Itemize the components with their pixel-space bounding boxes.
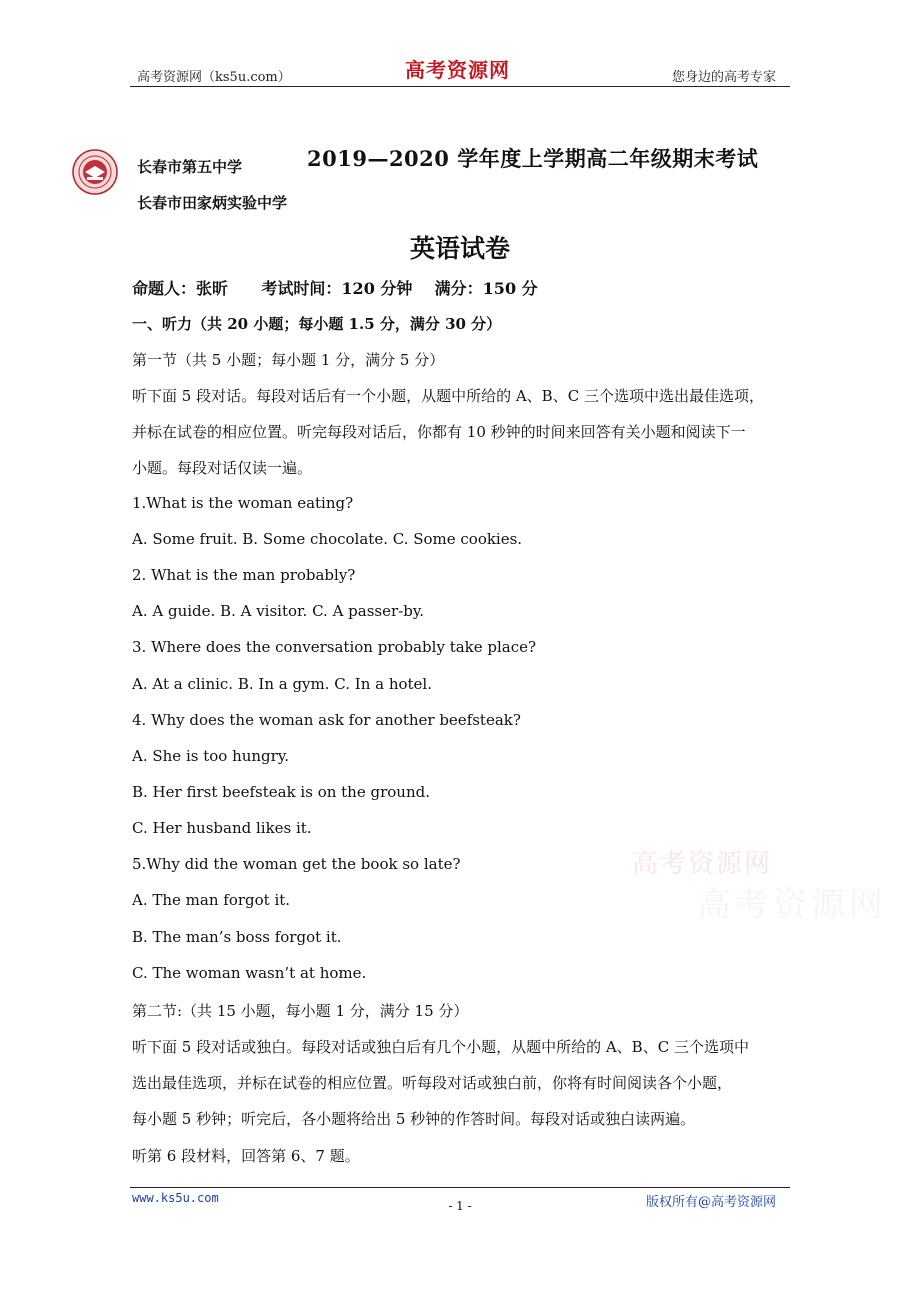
instructions-line: 小题。每段对话仅读一遍。 <box>132 459 313 477</box>
question-2-options: A. A guide. B. A visitor. C. A passer-by. <box>132 602 425 620</box>
question-4: 4. Why does the woman ask for another beefsteak? <box>132 711 521 729</box>
school-name-1: 长春市第五中学 <box>137 158 243 176</box>
header-brand-logo: 高考资源网 <box>405 58 510 82</box>
school-seal-icon <box>72 149 118 195</box>
instructions-line: 每小题 5 秒钟；听完后，各小题将给出 5 秒钟的作答时间。每段对话或独白读两遍。 <box>132 1110 696 1128</box>
question-4-option-c: C. Her husband likes it. <box>132 819 312 837</box>
part-one-heading: 第一节（共 5 小题；每小题 1 分，满分 5 分） <box>132 351 445 369</box>
question-1: 1.What is the woman eating? <box>132 494 354 512</box>
footer-site-link[interactable]: www.ks5u.com <box>132 1191 219 1205</box>
question-4-option-b: B. Her first beefsteak is on the ground. <box>132 783 430 801</box>
question-2: 2. What is the man probably? <box>132 566 356 584</box>
header-divider <box>130 86 790 87</box>
page-number: - 1 - <box>448 1199 472 1213</box>
school-name-2: 长春市田家炳实验中学 <box>137 194 288 212</box>
instructions-line: 并标在试卷的相应位置。听完每段对话后，你都有 10 秒钟的时间来回答有关小题和阅读下一 <box>132 423 746 441</box>
question-3: 3. Where does the conversation probably take place? <box>132 638 537 656</box>
header-site-name: 高考资源网（ks5u.com） <box>137 70 291 85</box>
question-5: 5.Why did the woman get the book so late? <box>132 855 461 873</box>
watermark-text: 高考资源网 <box>632 849 773 879</box>
footer-divider <box>130 1187 790 1188</box>
question-1-options: A. Some fruit. B. Some chocolate. C. Some cookies. <box>132 530 523 548</box>
question-5-option-c: C. The woman wasn’t at home. <box>132 964 367 982</box>
footer-copyright: 版权所有@高考资源网 <box>646 1195 777 1210</box>
exam-title: 2019—2020 学年度上学期高二年级期末考试 <box>307 146 759 171</box>
watermark-text: 高考资源网 <box>697 885 887 925</box>
exam-meta: 命题人：张昕 考试时间：120 分钟 满分：150 分 <box>132 279 538 298</box>
instructions-line: 选出最佳选项，并标在试卷的相应位置。听每段对话或独白前，你将有时间阅读各个小题， <box>132 1074 733 1092</box>
part-two-heading: 第二节:（共 15 小题，每小题 1 分，满分 15 分） <box>132 1002 469 1020</box>
question-5-option-b: B. The man’s boss forgot it. <box>132 928 342 946</box>
question-4-option-a: A. She is too hungry. <box>132 747 290 765</box>
material-6-heading: 听第 6 段材料，回答第 6、7 题。 <box>132 1147 360 1165</box>
instructions-line: 听下面 5 段对话或独白。每段对话或独白后有几个小题，从题中所给的 A、B、C 三个选项中 <box>132 1038 749 1056</box>
question-5-option-a: A. The man forgot it. <box>132 891 291 909</box>
question-3-options: A. At a clinic. B. In a gym. C. In a hotel. <box>132 675 432 693</box>
section-heading-listening: 一、听力（共 20 小题；每小题 1.5 分，满分 30 分） <box>132 315 502 333</box>
paper-title: 英语试卷 <box>409 234 510 263</box>
instructions-line: 听下面 5 段对话。每段对话后有一个小题，从题中所给的 A、B、C 三个选项中选出最佳选项， <box>132 387 764 405</box>
header-slogan: 您身边的高考专家 <box>672 70 777 85</box>
